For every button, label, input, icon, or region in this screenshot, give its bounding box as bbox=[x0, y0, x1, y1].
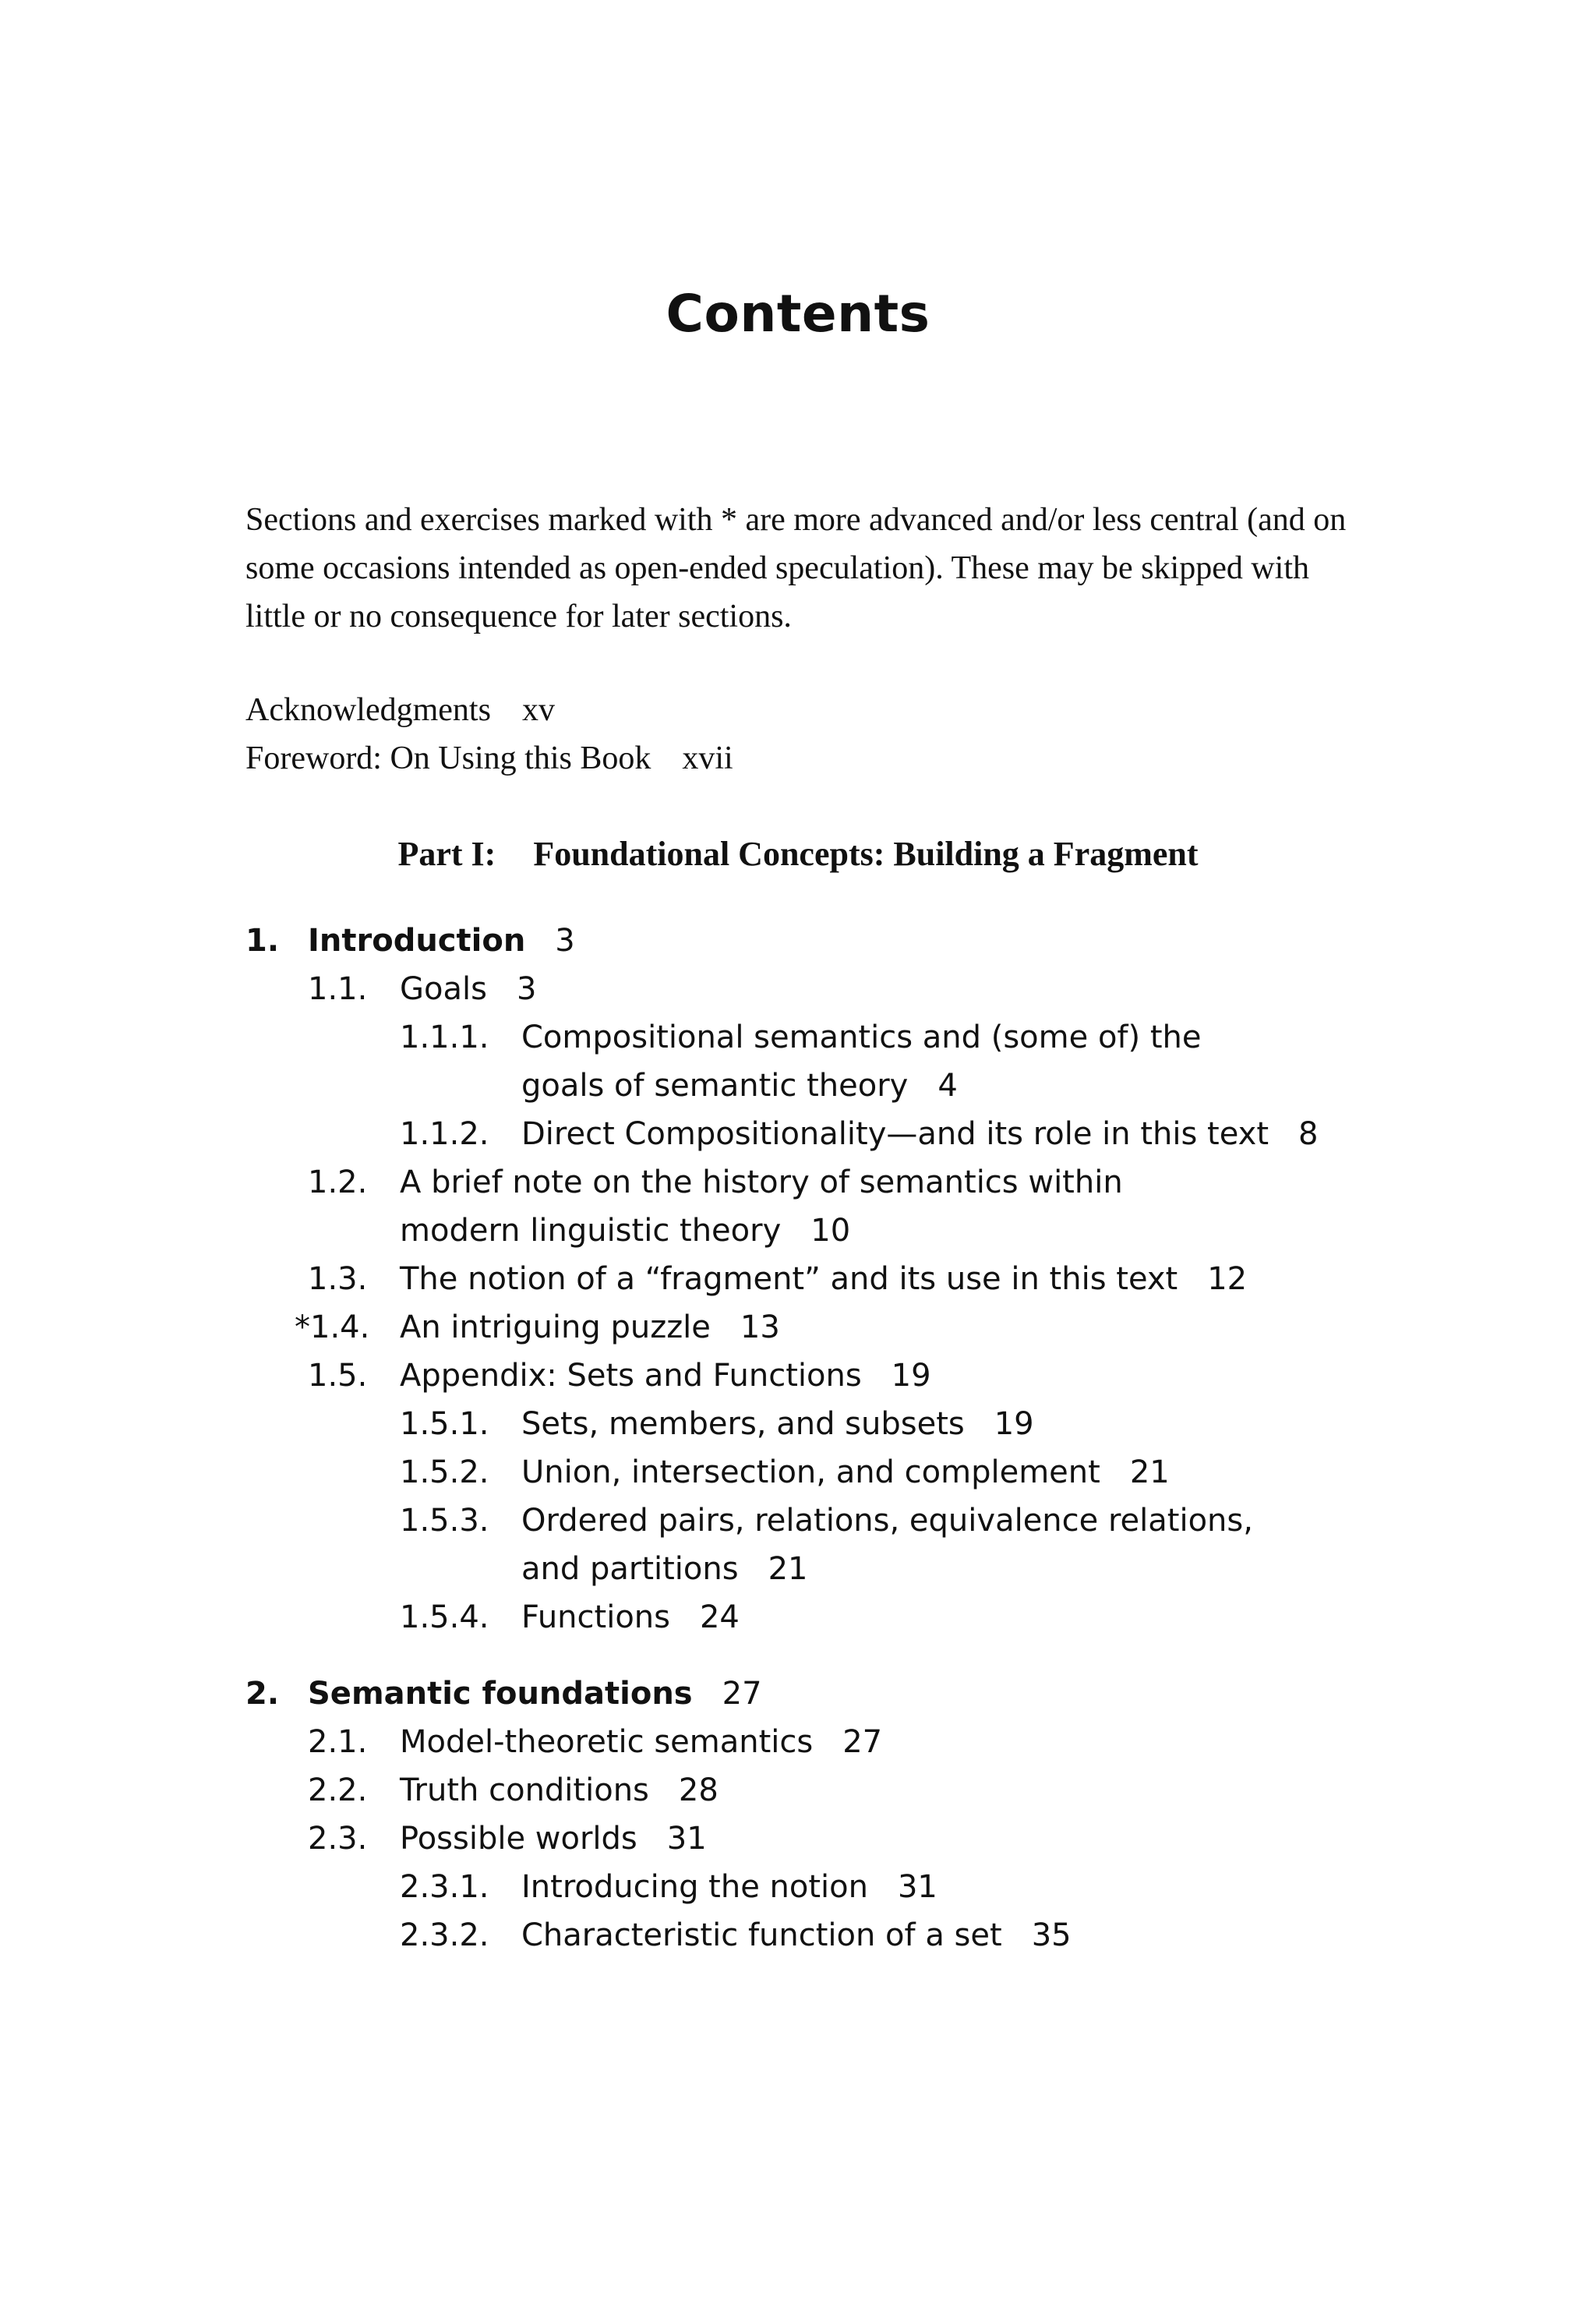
toc-number: 1.5.2. bbox=[400, 1454, 489, 1490]
toc-number: 1.3. bbox=[308, 1261, 368, 1297]
page-title: Contents bbox=[666, 284, 930, 344]
toc-title: Appendix: Sets and Functions 19 bbox=[400, 1358, 931, 1394]
toc-number: 2.3. bbox=[308, 1821, 368, 1857]
toc-page: 24 bbox=[699, 1599, 740, 1635]
toc-title: modern linguistic theory 10 bbox=[400, 1213, 851, 1249]
toc-number: 1.1.2. bbox=[400, 1116, 489, 1152]
intro-note: Sections and exercises marked with * are more advanced and/or less central (and on some occasions intended as open-ended speculation). These may be skipped with little or no consequence for later sections. bbox=[245, 502, 1347, 634]
toc-page: 19 bbox=[891, 1358, 931, 1394]
toc-number: 1.5.1. bbox=[400, 1406, 489, 1442]
toc-title: Truth conditions 28 bbox=[400, 1772, 719, 1808]
part-number: Part I: bbox=[397, 835, 496, 873]
toc-page: 27 bbox=[842, 1724, 883, 1760]
front-matter-title: Foreword: On Using this Book bbox=[245, 740, 651, 776]
toc-page: 8 bbox=[1298, 1116, 1319, 1152]
front-matter bbox=[245, 686, 733, 783]
toc-page: 21 bbox=[1129, 1454, 1170, 1490]
toc-title: An intriguing puzzle 13 bbox=[400, 1309, 780, 1345]
toc-page: 21 bbox=[768, 1551, 808, 1587]
toc-page: 3 bbox=[555, 923, 575, 959]
part-heading bbox=[0, 834, 1596, 874]
toc-page: 4 bbox=[937, 1068, 958, 1104]
toc-title: Characteristic function of a set 35 bbox=[521, 1917, 1072, 1953]
toc-number: 1. bbox=[245, 923, 280, 959]
toc-number: *1.4. bbox=[295, 1309, 370, 1345]
toc-page: 10 bbox=[810, 1213, 851, 1249]
toc-number: 1.2. bbox=[308, 1164, 368, 1200]
toc-number: 2.3.2. bbox=[400, 1917, 489, 1953]
toc-number: 1.5.3. bbox=[400, 1503, 489, 1539]
toc-title: Goals 3 bbox=[400, 971, 537, 1007]
toc-page: 31 bbox=[666, 1821, 707, 1857]
toc-number: 2.3.1. bbox=[400, 1869, 489, 1905]
toc-title: Introduction 3 bbox=[308, 923, 575, 959]
toc-title: Functions 24 bbox=[521, 1599, 740, 1635]
toc-title: Union, intersection, and complement 21 bbox=[521, 1454, 1170, 1490]
toc-title: Sets, members, and subsets 19 bbox=[521, 1406, 1034, 1442]
toc-number: 2. bbox=[245, 1676, 280, 1712]
toc-page: 13 bbox=[740, 1309, 780, 1345]
toc-number: 2.1. bbox=[308, 1724, 368, 1760]
front-matter-page: xv bbox=[521, 692, 555, 728]
toc-number: 1.5.4. bbox=[400, 1599, 489, 1635]
toc-page: 27 bbox=[722, 1676, 762, 1712]
front-matter-item-acknowledgments bbox=[245, 686, 733, 734]
toc-title: Direct Compositionality—and its role in this text 8 bbox=[521, 1116, 1319, 1152]
front-matter-title: Acknowledgments bbox=[245, 692, 491, 728]
toc-page: 31 bbox=[897, 1869, 937, 1905]
toc-page: 3 bbox=[516, 971, 537, 1007]
toc-number: 2.2. bbox=[308, 1772, 368, 1808]
toc-title: Semantic foundations 27 bbox=[308, 1676, 762, 1712]
toc-page: 12 bbox=[1207, 1261, 1248, 1297]
toc-title: goals of semantic theory 4 bbox=[521, 1068, 958, 1104]
toc-page: 19 bbox=[994, 1406, 1034, 1442]
toc-number: 1.1. bbox=[308, 971, 368, 1007]
toc-title: Ordered pairs, relations, equivalence relations, bbox=[521, 1503, 1253, 1539]
front-matter-item-foreword bbox=[245, 734, 733, 783]
toc-title: Possible worlds 31 bbox=[400, 1821, 707, 1857]
toc-page: 35 bbox=[1031, 1917, 1072, 1953]
part-title: Foundational Concepts: Building a Fragment bbox=[533, 835, 1199, 873]
toc-title: Compositional semantics and (some of) the bbox=[521, 1020, 1202, 1055]
toc-title: The notion of a “fragment” and its use in this text 12 bbox=[400, 1261, 1248, 1297]
toc-title: Introducing the notion 31 bbox=[521, 1869, 937, 1905]
toc-title: A brief note on the history of semantics within bbox=[400, 1164, 1123, 1200]
toc-number: 1.1.1. bbox=[400, 1020, 489, 1055]
toc-number: 1.5. bbox=[308, 1358, 368, 1394]
front-matter-page: xvii bbox=[682, 740, 733, 776]
toc-title: Model-theoretic semantics 27 bbox=[400, 1724, 883, 1760]
toc-page: 28 bbox=[678, 1772, 719, 1808]
toc-title: and partitions 21 bbox=[521, 1551, 808, 1587]
